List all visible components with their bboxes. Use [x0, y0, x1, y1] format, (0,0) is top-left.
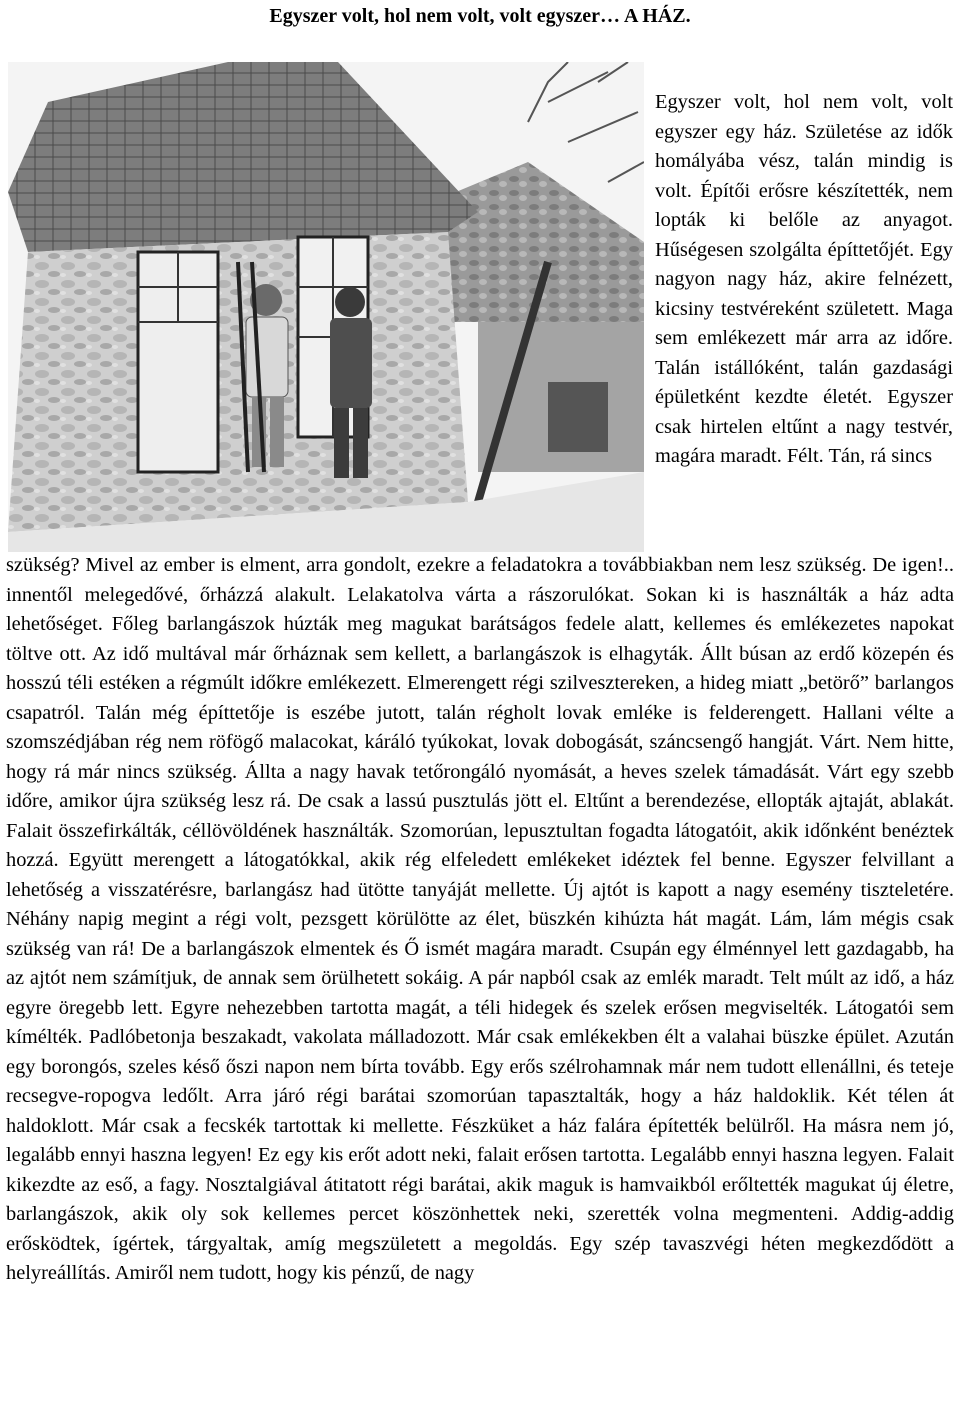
- side-paragraph: [655, 88, 953, 472]
- body-paragraph-text: szükség? Mivel az ember is elment, arra gondolt, ezekre a feladatokra a továbbiakban nem lesz szükség. De igen!.. innentől melegedővé, őrházzá alakult. Lelakatolva várta a rászorulókat. Sokan ki is használták a ház adta lehetőséget. Főleg barlangászok húzták meg magukat barátságos fedele alatt, kellemes és emlékezetes napokat töltve ott. Az idő multával már őrháznak sem kellett, a barlangászok is elhagyták. Állt búsan az erdő közepén és hosszú téli estéken a régmúlt időkre emlékezett. Elmerengett régi szilvesztereken, a hideg miatt „betörő” barlangos csapatról. Talán még építtetője is eszébe jutott, talán régholt lovak emléke is felderengett. Hallani vélte a szomszédjában rég nem röfögő malacokat, káráló tyúkokat, lovak dobogását, száncsengő hangját. Várt. Nem hitte, hogy rá már nincs szükség. Állta a nagy havak tetőrongáló nyomását, a heves szelek támadását. Várt egy szebb időre, amikor újra szükség lesz rá. De csak a lassú pusztulás jött el. Eltűnt a berendezése, ellopták ajtaját, ablakát. Falait összefirkálták, céllövöldének használták. Szomorúan, lepusztultan fogadta látogatóit, akik időnként benéztek hozzá. Együtt merengett a látogatókkal, akik rég elfeledett emlékeket idéztek fel benne. Egyszer felvillant a lehetőség a visszatérésre, barlangász had ütötte tanyáját mellette. Új ajtót is kapott a nagy esemény tiszteletére. Néhány napig megint a régi volt, pezsgett körülötte az élet, büszkén kihúzta hát magát. Lám, lám mégis csak szükség van rá! De a barlangászok elmentek és Ő ismét magára maradt. Csupán egy élménnyel lett gazdagabb, ha az ajtót nem számítjuk, de annak sem örülhetett sokáig. A pár napból csak az emlék maradt. Telt múlt az idő, a ház egyre öregebb lett. Egyre nehezebben tartotta magát, a téli hidegek és szelek erősen megviselték. Látogatói sem kímélték. Padlóbetonja beszakadt, vakolata málladozott. Már csak emlékekben élt a valahai büszke épület. Azután egy borongós, szeles késő őszi napon nem bírta tovább. Egy erős szélrohamnak már nem tudott ellenállni, és teteje recsegve-ropogva ledőlt. Arra járó régi barátai szomorúan tapasztalták, hogy a ház haldoklik. Két télen át haldoklott. Már csak a fecskék tartottak ki mellette. Fészküket a ház falára építették belülről. Ha másra nem jó, legalább ennyi haszna legyen! Ez egy kis erőt adott neki, falait erősen tartotta. Legalább ennyi haszna legyen. Falait kikezdte az eső, a fagy. Nosztalgiával átitatott régi barátai, akik maguk is hamvaikból erőltették magukat új életre, barlangászok, akik oly sok kellemes percet köszönhettek neki, szerették volna megmenteni. Addig-addig erősködtek, ígértek, tárgyaltak, amíg megszületett a megoldás. Egy szép tavaszvégi héten megkezdődött a helyreállítás. Amiről nem tudott, hogy kis pénzű, de nagy: [6, 554, 954, 1284]
- page-title: Egyszer volt, hol nem volt, volt egyszer… A HÁZ.: [269, 5, 691, 27]
- house-photo: [8, 62, 644, 552]
- body-paragraph: [6, 551, 954, 1289]
- side-paragraph-text: Egyszer volt, hol nem volt, volt egyszer egy ház. Születése az idők homályába vész, talán mindig is volt. Építői erősre készítették, nem lopták ki belőle az anyagot. Hűségesen szolgálta építtetőjét. Egy nagyon nagy ház, akire felnézett, kicsiny testvéreként született. Maga sem emlékezett már arra az időre. Talán istállóként, talán gazdasági épületként kezdte életét. Egyszer csak hirtelen eltűnt a nagy testvér, magára maradt. Félt. Tán, rá sincs: [655, 91, 953, 467]
